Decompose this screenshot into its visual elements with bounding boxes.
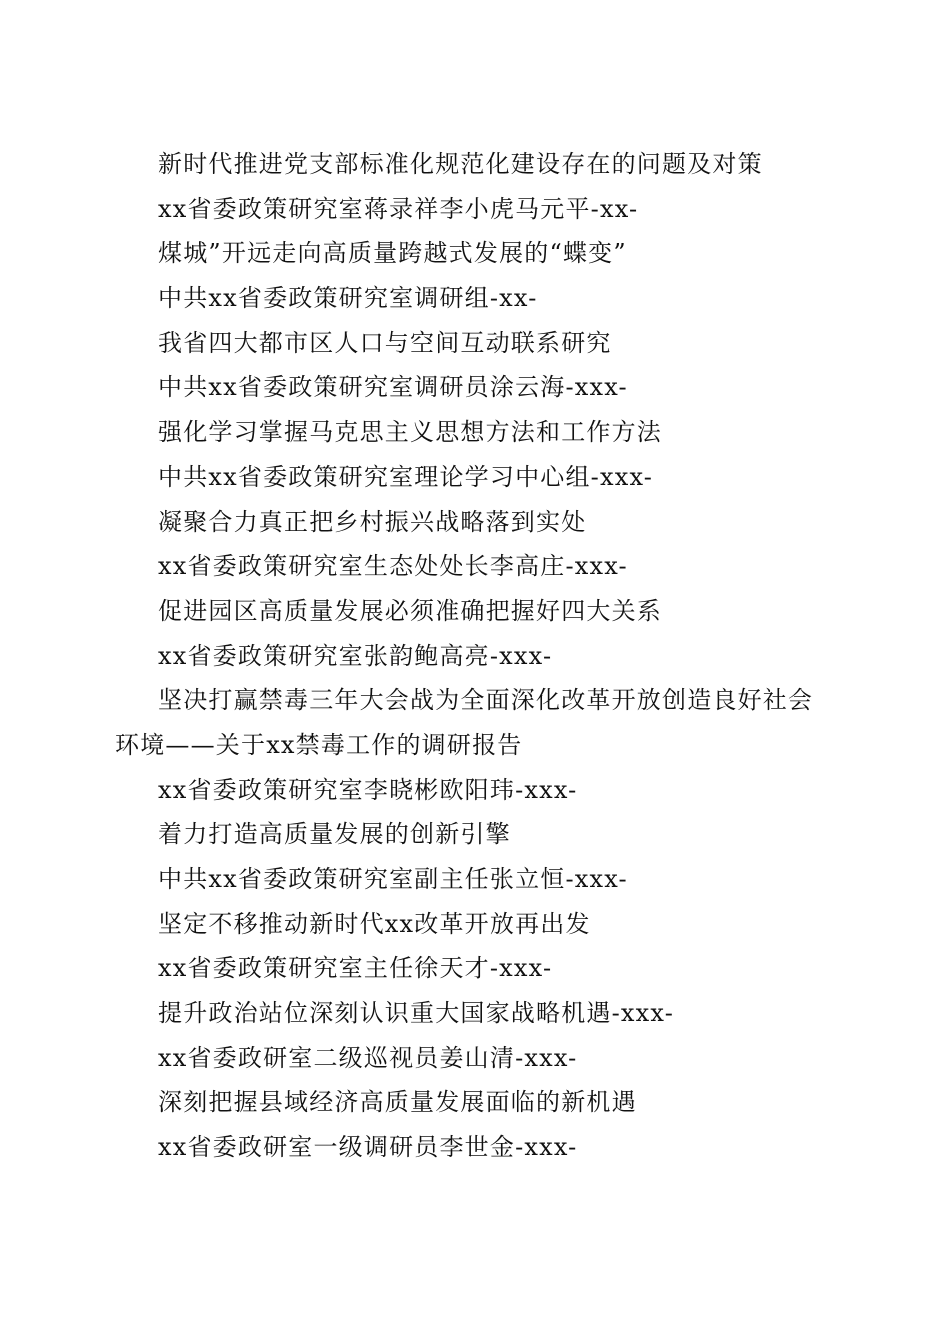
author-line: 中共xx省委政策研究室调研员涂云海-xxx-	[158, 373, 628, 402]
article-title-line: 坚决打赢禁毒三年大会战为全面深化改革开放创造良好社会	[158, 686, 814, 715]
article-title-line: 我省四大都市区人口与空间互动联系研究	[158, 328, 612, 357]
author-line: xx省委政研室一级调研员李世金-xxx-	[158, 1133, 578, 1162]
article-title-line: 新时代推进党支部标准化规范化建设存在的问题及对策	[158, 150, 763, 178]
author-line: xx省委政策研究室生态处处长李高庄-xxx-	[158, 552, 628, 581]
article-title-line: 强化学习掌握马克思主义思想方法和工作方法	[158, 418, 662, 447]
article-title-line: 提升政治站位深刻认识重大国家战略机遇-xxx-	[158, 999, 675, 1028]
author-line: 中共xx省委政策研究室调研组-xx-	[158, 284, 538, 313]
article-title-line: 煤城”开远走向高质量跨越式发展的“蝶变”	[158, 239, 627, 268]
author-line: 中共xx省委政策研究室理论学习中心组-xxx-	[158, 462, 654, 491]
author-line: xx省委政策研究室张韵鲍高亮-xxx-	[158, 641, 553, 670]
article-title-line: 坚定不移推动新时代xx改革开放再出发	[158, 909, 591, 938]
article-title-line: 深刻把握县域经济高质量发展面临的新机遇	[158, 1088, 637, 1117]
article-title-line: 着力打造高质量发展的创新引擎	[158, 820, 511, 849]
article-title-continuation: 环境——关于xx禁毒工作的调研报告	[115, 730, 523, 759]
author-line: xx省委政策研究室主任徐天才-xxx-	[158, 954, 553, 983]
author-line: xx省委政研室二级巡视员姜山清-xxx-	[158, 1043, 578, 1072]
author-line: xx省委政策研究室李晓彬欧阳玮-xxx-	[158, 775, 578, 804]
author-line: xx省委政策研究室蒋录祥李小虎马元平-xx-	[158, 194, 639, 223]
article-title-line: 凝聚合力真正把乡村振兴战略落到实处	[158, 507, 587, 536]
document-body	[115, 142, 835, 1170]
article-title-line: 促进园区高质量发展必须准确把握好四大关系	[158, 596, 662, 625]
author-line: 中共xx省委政策研究室副主任张立恒-xxx-	[158, 865, 628, 893]
